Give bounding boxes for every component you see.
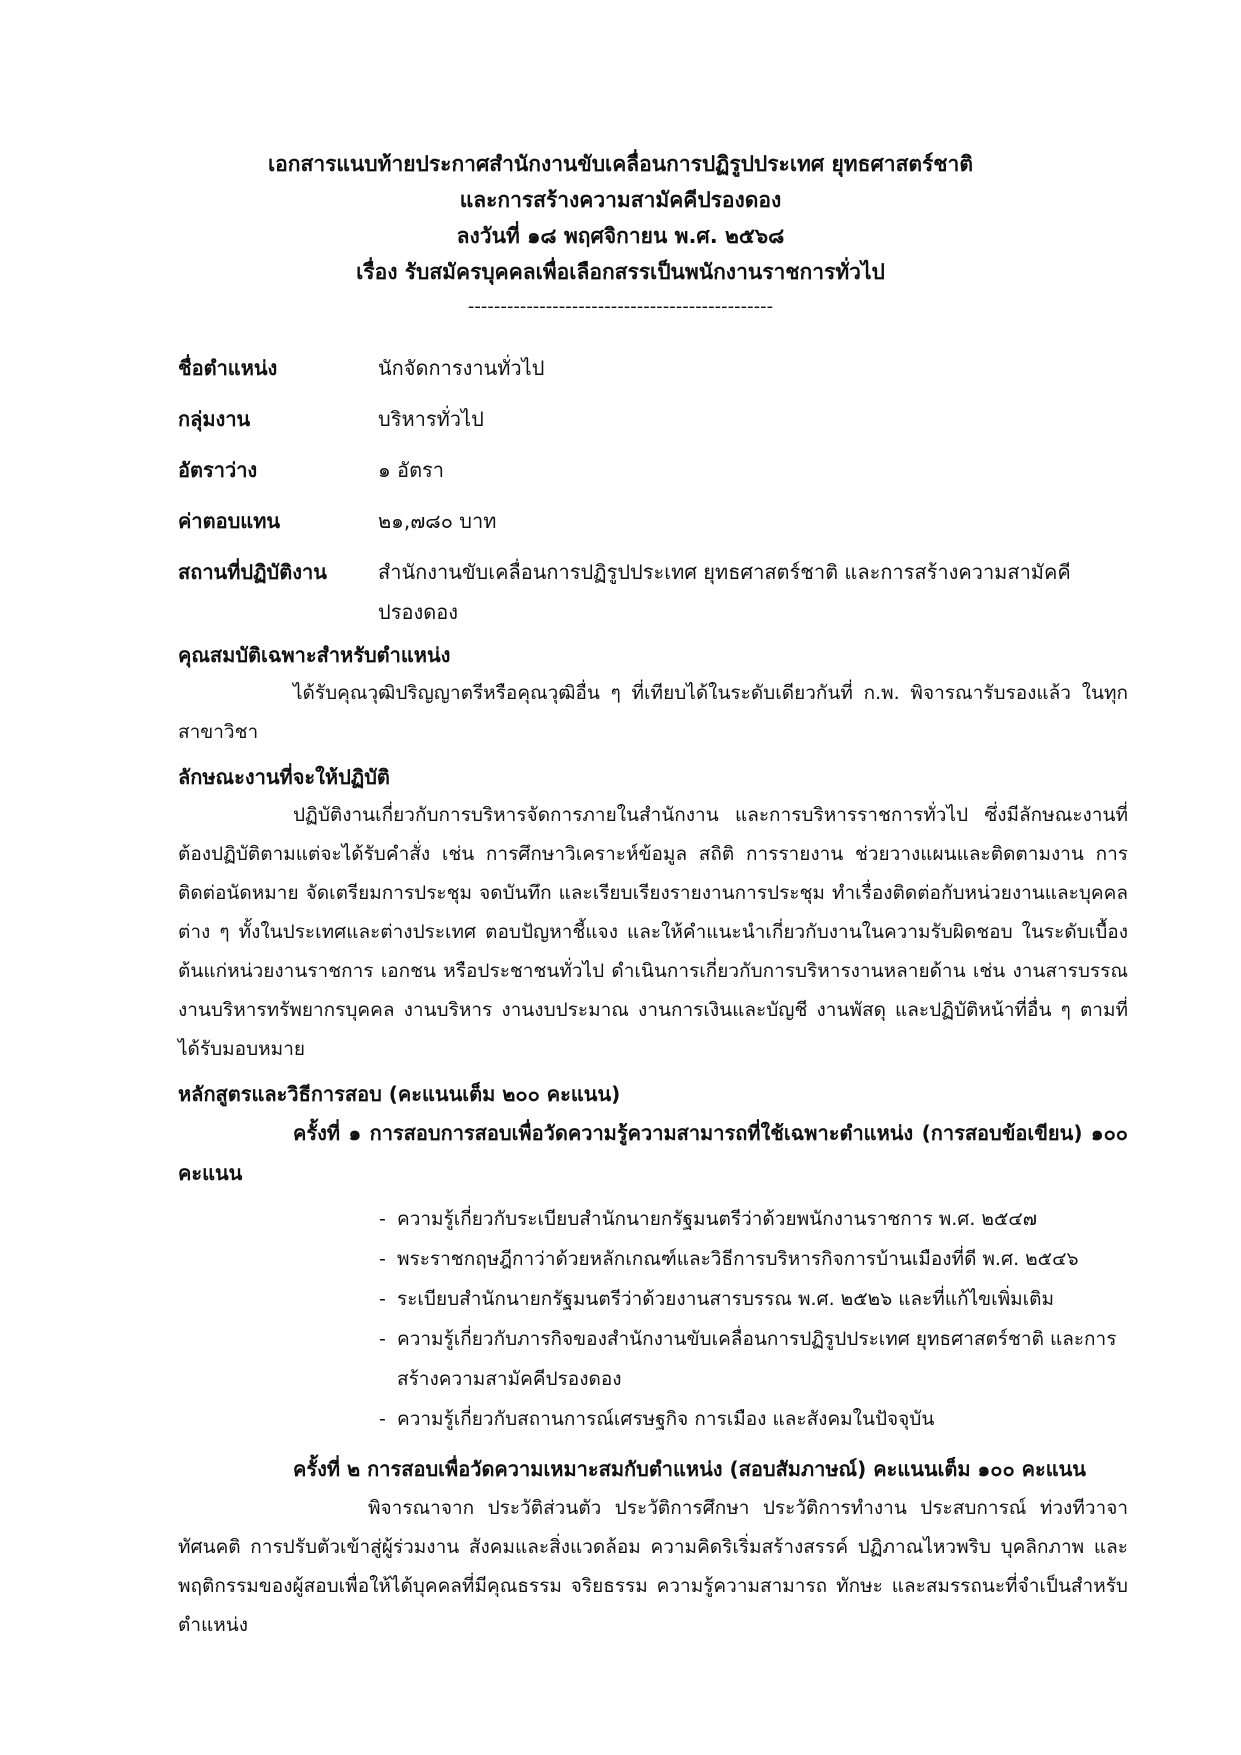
info-label: สถานที่ปฏิบัติงาน [178,560,327,584]
document-header [0,146,1241,320]
info-row-salary [178,501,1128,541]
dash-bullet: - [379,1288,386,1310]
duties-heading: ลักษณะงานที่จะให้ปฏิบัติ [178,765,390,789]
exam-round-1-title: ครั้งที่ ๑ การสอบการสอบเพื่อวัดความรู้ความสามารถที่ใช้เฉพาะตำแหน่ง (การสอบข้อเขียน) ๑๐๐ คะแนน [178,1121,1128,1185]
info-value: บริหารทั่วไป [378,407,484,431]
topic-text: ความรู้เกี่ยวกับภารกิจของสำนักงานขับเคลื่อนการปฏิรูปประเทศ ยุทธศาสตร์ชาติ และการสร้างความสามัคคีปรองดอง [397,1328,1117,1390]
info-value: นักจัดการงานทั่วไป [378,356,545,380]
dash-bullet: - [379,1208,386,1230]
list-item [379,1319,1128,1399]
qualifications-text: ได้รับคุณวุฒิปริญญาตรีหรือคุณวุฒิอื่น ๆ ที่เทียบได้ในระดับเดียวกันที่ ก.พ. พิจารณารับรองแล้ว ในทุกสาขาวิชา [178,682,1128,743]
list-item [379,1279,1128,1319]
list-item [379,1239,1128,1279]
document-body [178,636,1128,1651]
info-row-vacancies [178,450,1128,490]
info-value: ๑ อัตรา [378,458,445,482]
topic-text: ความรู้เกี่ยวกับระเบียบสำนักนายกรัฐมนตรีว่าด้วยพนักงานราชการ พ.ศ. ๒๕๔๗ [397,1208,1037,1230]
info-row-position-name [178,348,1128,388]
exam-round-2-text: พิจารณาจาก ประวัติส่วนตัว ประวัติการศึกษา ประวัติการทำงาน ประสบการณ์ ท่วงทีวาจา ทัศนคติ การปรับตัวเข้าสู่ผู้ร่วมงาน สังคมและสิ่งแวดล้อม ความคิดริเริ่มสร้างสรรค์ ปฏิภาณไหวพริบ บุคลิกภาพ และพฤติกรรมของผู้สอบเพื่อให้ได้บุคคลที่มีคุณธรรม จริยธรรม ความรู้ความสามารถ ทักษะ และสมรรถนะที่จำเป็นสำหรับตำแหน่ง [178,1497,1128,1636]
header-subject-line: เรื่อง รับสมัครบุคคลเพื่อเลือกสรรเป็นพนักงานราชการทั่วไป [356,260,885,284]
exam-round-1-topics [178,1199,1128,1439]
info-row-work-group [178,399,1128,439]
position-info [178,348,1128,643]
info-label: ชื่อตำแหน่ง [178,356,278,380]
header-title-line-1: เอกสารแนบท้ายประกาศสำนักงานขับเคลื่อนการปฏิรูปประเทศ ยุทธศาสตร์ชาติ [268,152,973,176]
header-title-line-2: และการสร้างความสามัคคีปรองดอง [459,188,782,212]
info-row-workplace [178,552,1128,632]
list-item [379,1199,1128,1239]
exam-heading: หลักสูตรและวิธีการสอบ (คะแนนเต็ม ๒๐๐ คะแนน) [178,1082,621,1106]
list-item [379,1399,1128,1439]
info-label: อัตราว่าง [178,458,258,482]
exam-round-2-title: ครั้งที่ ๒ การสอบเพื่อวัดความเหมาะสมกับตำแหน่ง (สอบสัมภาษณ์) คะแนนเต็ม ๑๐๐ คะแนน [293,1457,1086,1481]
info-value: ๒๑,๗๘๐ บาท [378,509,497,533]
header-date-line: ลงวันที่ ๑๘ พฤศจิกายน พ.ศ. ๒๕๖๘ [456,224,785,248]
topic-text: ระเบียบสำนักนายกรัฐมนตรีว่าด้วยงานสารบรรณ พ.ศ. ๒๕๒๖ และที่แก้ไขเพิ่มเติม [397,1288,1055,1310]
info-label: ค่าตอบแทน [178,509,281,533]
dash-bullet: - [379,1248,386,1270]
topic-text: พระราชกฤษฎีกาว่าด้วยหลักเกณฑ์และวิธีการบริหารกิจการบ้านเมืองที่ดี พ.ศ. ๒๕๔๖ [397,1248,1079,1270]
topic-text: ความรู้เกี่ยวกับสถานการณ์เศรษฐกิจ การเมือง และสังคมในปัจจุบัน [397,1408,935,1430]
qualifications-heading: คุณสมบัติเฉพาะสำหรับตำแหน่ง [178,643,451,667]
duties-text: ปฏิบัติงานเกี่ยวกับการบริหารจัดการภายในสำนักงาน และการบริหารราชการทั่วไป ซึ่งมีลักษณะงานที่ต้องปฏิบัติตามแต่จะได้รับคำสั่ง เช่น การศึกษาวิเคราะห์ข้อมูล สถิติ การรายงาน ช่วยวางแผนและติดตามงาน การติดต่อนัดหมาย จัดเตรียมการประชุม จดบันทึก และเรียบเรียงรายงานการประชุม ทำเรื่องติดต่อกับหน่วยงานและบุคคลต่าง ๆ ทั้งในประเทศและต่างประเทศ ตอบปัญหาชี้แจง และให้คำแนะนำเกี่ยวกับงานในความรับผิดชอบ ในระดับเบื้องต้นแก่หน่วยงานราชการ เอกชน หรือประชาชนทั่วไป ดำเนินการเกี่ยวกับการบริหารงานหลายด้าน เช่น งานสารบรรณ งานบริหารทรัพยากรบุคคล งานบริหาร งานงบประมาณ งานการเงินและบัญชี งานพัสดุ และปฏิบัติหน้าที่อื่น ๆ ตามที่ได้รับมอบหมาย [178,804,1128,1060]
dash-bullet: - [379,1328,386,1350]
info-label: กลุ่มงาน [178,407,251,431]
info-value: สำนักงานขับเคลื่อนการปฏิรูปประเทศ ยุทธศาสตร์ชาติ และการสร้างความสามัคคีปรองดอง [378,560,1071,624]
dash-bullet: - [379,1408,386,1430]
header-separator: ----------------------------------------------- [467,296,774,317]
